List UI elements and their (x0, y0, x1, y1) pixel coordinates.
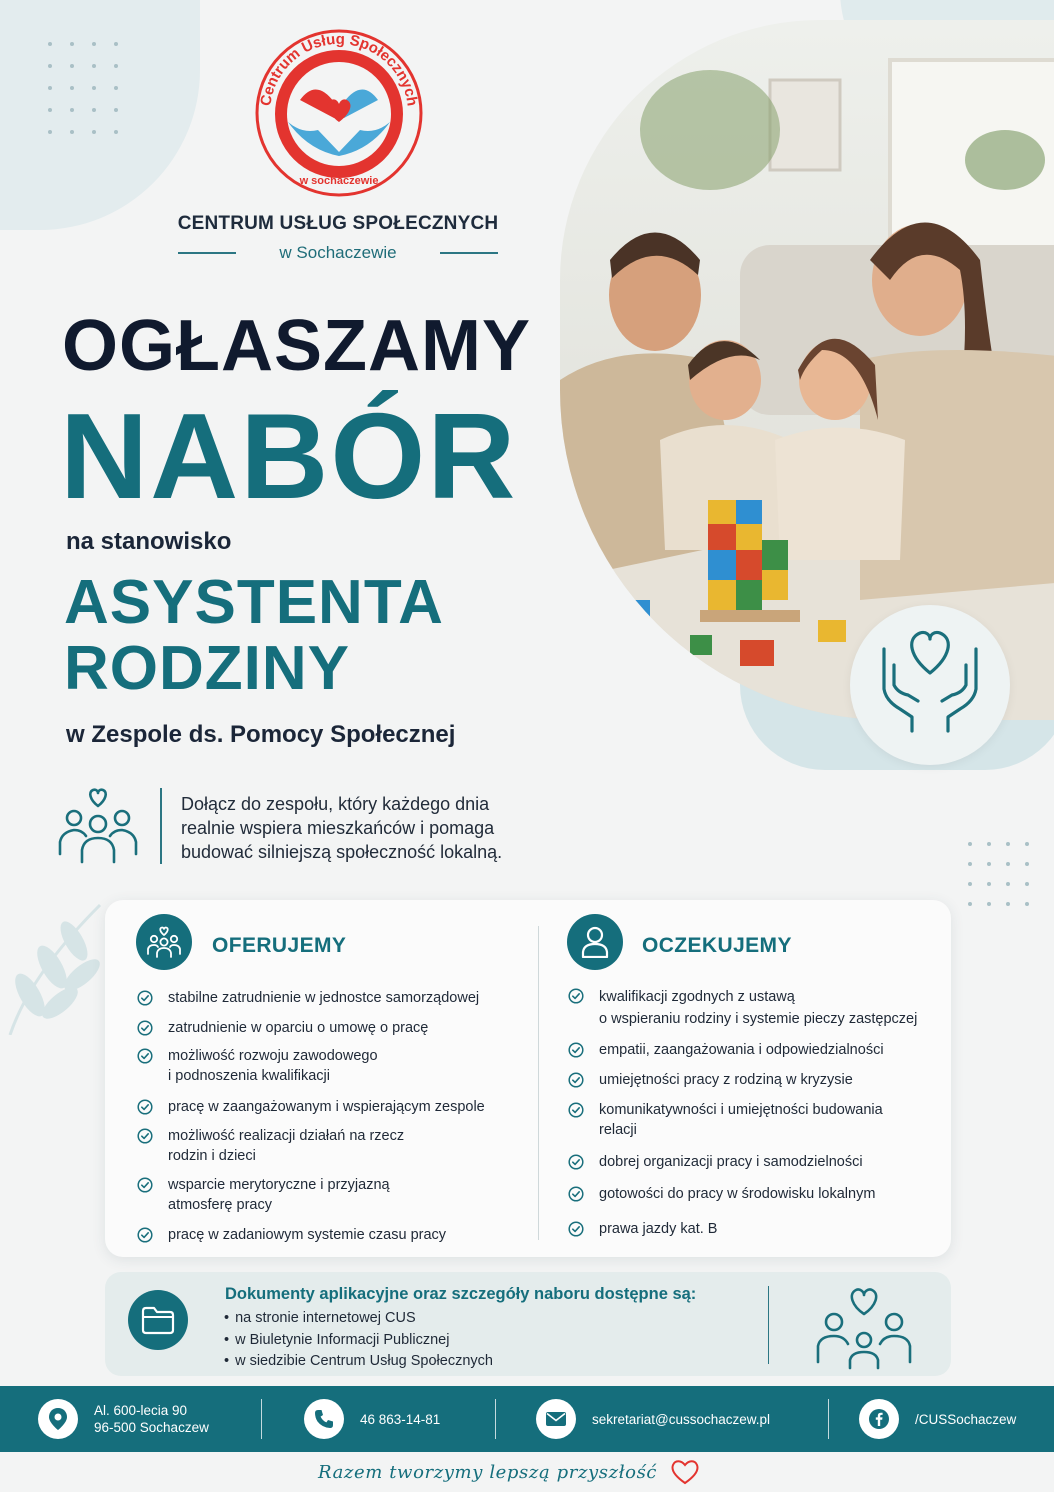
footer-separator (261, 1399, 262, 1439)
location-pin-icon (38, 1399, 78, 1439)
offer-item-text: pracę w zadaniowym systemie czasu pracy (168, 1227, 447, 1243)
list-item (137, 1225, 527, 1245)
documents-list (224, 1308, 493, 1373)
team-heart-icon (56, 784, 140, 866)
footer-separator (828, 1399, 829, 1439)
email-address[interactable]: sekretariat@cussochaczew.pl (592, 1411, 771, 1427)
expect-item-text: komunikatywności i umiejętności budowania relacji (599, 1102, 883, 1138)
offer-item-text: pracę w zaangażowanym i wspierającym zespole (168, 1099, 485, 1115)
expect-item-text: dobrej organizacji pracy i samodzielności (599, 1154, 863, 1170)
expect-item-text: gotowości do pracy w środowisku lokalnym (599, 1186, 876, 1202)
intro-text (181, 792, 581, 864)
list-item (137, 1018, 527, 1046)
offer-title: OFERUJEMY (212, 934, 347, 957)
expect-list (568, 988, 948, 1239)
card-divider (538, 926, 539, 1240)
facebook-handle[interactable]: /CUSSochaczew (915, 1411, 1017, 1427)
position-title-line: ASYSTENTA (64, 568, 444, 637)
headline-department: w Zespole ds. Pomocy Społecznej (66, 721, 456, 748)
intro-line: Dołącz do zespołu, który każdego dnia (181, 794, 490, 814)
organization-logo (248, 22, 430, 204)
check-circle-icon (568, 1221, 584, 1237)
check-circle-icon (137, 1177, 153, 1193)
facebook-icon (859, 1399, 899, 1439)
decorative-dots (48, 42, 118, 134)
check-circle-icon (568, 1072, 584, 1088)
headline-recruitment: NABÓR (60, 388, 518, 524)
expect-title: OCZEKUJEMY (642, 934, 792, 957)
list-item (568, 1184, 948, 1219)
check-circle-icon (137, 1099, 153, 1115)
list-item (568, 986, 948, 1040)
list-item: • na stronie internetowej CUS (224, 1308, 493, 1330)
documents-divider (768, 1286, 769, 1364)
footer-facebook[interactable] (859, 1399, 1016, 1439)
divider-line (178, 252, 236, 254)
offer-item-text: możliwość realizacji działań na rzecz rodzin i dzieci (168, 1128, 405, 1164)
list-item (137, 1097, 527, 1126)
list-item: • w Biuletynie Informacji Publicznej (224, 1330, 493, 1352)
offer-list (137, 988, 527, 1245)
headline-position-intro: na stanowisko (66, 528, 232, 555)
list-item (137, 1046, 527, 1097)
hands-heart-badge (850, 605, 1010, 765)
address-line: Al. 600-lecia 90 (94, 1403, 188, 1418)
check-circle-icon (137, 1128, 153, 1144)
footer-email[interactable] (536, 1399, 770, 1439)
envelope-icon (536, 1399, 576, 1439)
list-item: • w siedzibie Centrum Usług Społecznych (224, 1351, 493, 1373)
check-circle-icon (137, 990, 153, 1006)
offer-item-text: wsparcie merytoryczne i przyjazną atmosferę pracy (168, 1177, 390, 1213)
check-circle-icon (568, 1154, 584, 1170)
person-icon (567, 914, 623, 970)
list-item (568, 1219, 948, 1239)
list-item (137, 1175, 527, 1225)
divider-line (440, 252, 498, 254)
intro-line: budować silniejszą społeczność lokalną. (181, 842, 503, 862)
tagline: Razem tworzymy lepszą przyszłość (318, 1462, 658, 1483)
check-circle-icon (568, 1042, 584, 1058)
check-circle-icon (137, 1048, 153, 1064)
expect-item-text: umiejętności pracy z rodziną w kryzysie (599, 1072, 853, 1088)
footer-phone[interactable] (304, 1399, 440, 1439)
list-item (568, 1070, 948, 1100)
headline-announce: OGŁASZAMY (62, 306, 531, 386)
expect-item-text: empatii, zaangażowania i odpowiedzialności (599, 1042, 884, 1058)
organization-city: w Sochaczewie (279, 243, 397, 262)
address-line: 96-500 Sochaczew (94, 1420, 209, 1435)
family-heart-icon (814, 1284, 914, 1370)
list-item (568, 1040, 948, 1070)
logo-ring-text: Centrum Usług Społecznych (257, 30, 421, 108)
leaf-decoration (0, 895, 120, 1035)
logo-city-text: w sochaczewie (299, 175, 379, 187)
offer-item-text: stabilne zatrudnienie w jednostce samorządowej (168, 990, 480, 1006)
documents-title: Dokumenty aplikacyjne oraz szczegóły naboru dostępne są: (225, 1285, 697, 1303)
organization-city-row (178, 243, 498, 263)
intro-line: realnie wspiera mieszkańców i pomaga (181, 818, 495, 838)
footer-address (38, 1399, 209, 1439)
hands-heart-icon (850, 605, 1010, 765)
decorative-dots (968, 842, 1029, 906)
footer-separator (495, 1399, 496, 1439)
organization-name: CENTRUM USŁUG SPOŁECZNYCH (177, 213, 499, 234)
address-text (94, 1402, 209, 1436)
intro-divider (160, 788, 162, 864)
check-circle-icon (568, 1186, 584, 1202)
folder-icon (128, 1290, 188, 1350)
check-circle-icon (568, 988, 584, 1004)
list-item (568, 1152, 948, 1184)
check-circle-icon (137, 1227, 153, 1243)
check-circle-icon (137, 1020, 153, 1036)
list-item (137, 1126, 527, 1175)
list-item (568, 1100, 948, 1152)
people-heart-icon (136, 914, 192, 970)
headline-position-title (64, 570, 444, 702)
offer-item-text: zatrudnienie w oparciu o umowę o pracę (168, 1020, 429, 1036)
position-title-line: RODZINY (64, 634, 350, 703)
expect-item-text: prawa jazdy kat. B (599, 1221, 718, 1237)
check-circle-icon (568, 1102, 584, 1118)
offer-item-text: możliwość rozwoju zawodowego i podnoszenia kwalifikacji (168, 1048, 378, 1084)
expect-item-text: kwalifikacji zgodnych z ustawą o wspieraniu rodziny i systemie pieczy zastępczej (599, 989, 918, 1027)
phone-icon (304, 1399, 344, 1439)
phone-number[interactable]: 46 863-14-81 (360, 1411, 441, 1427)
list-item (137, 988, 527, 1018)
heart-icon (670, 1458, 700, 1486)
